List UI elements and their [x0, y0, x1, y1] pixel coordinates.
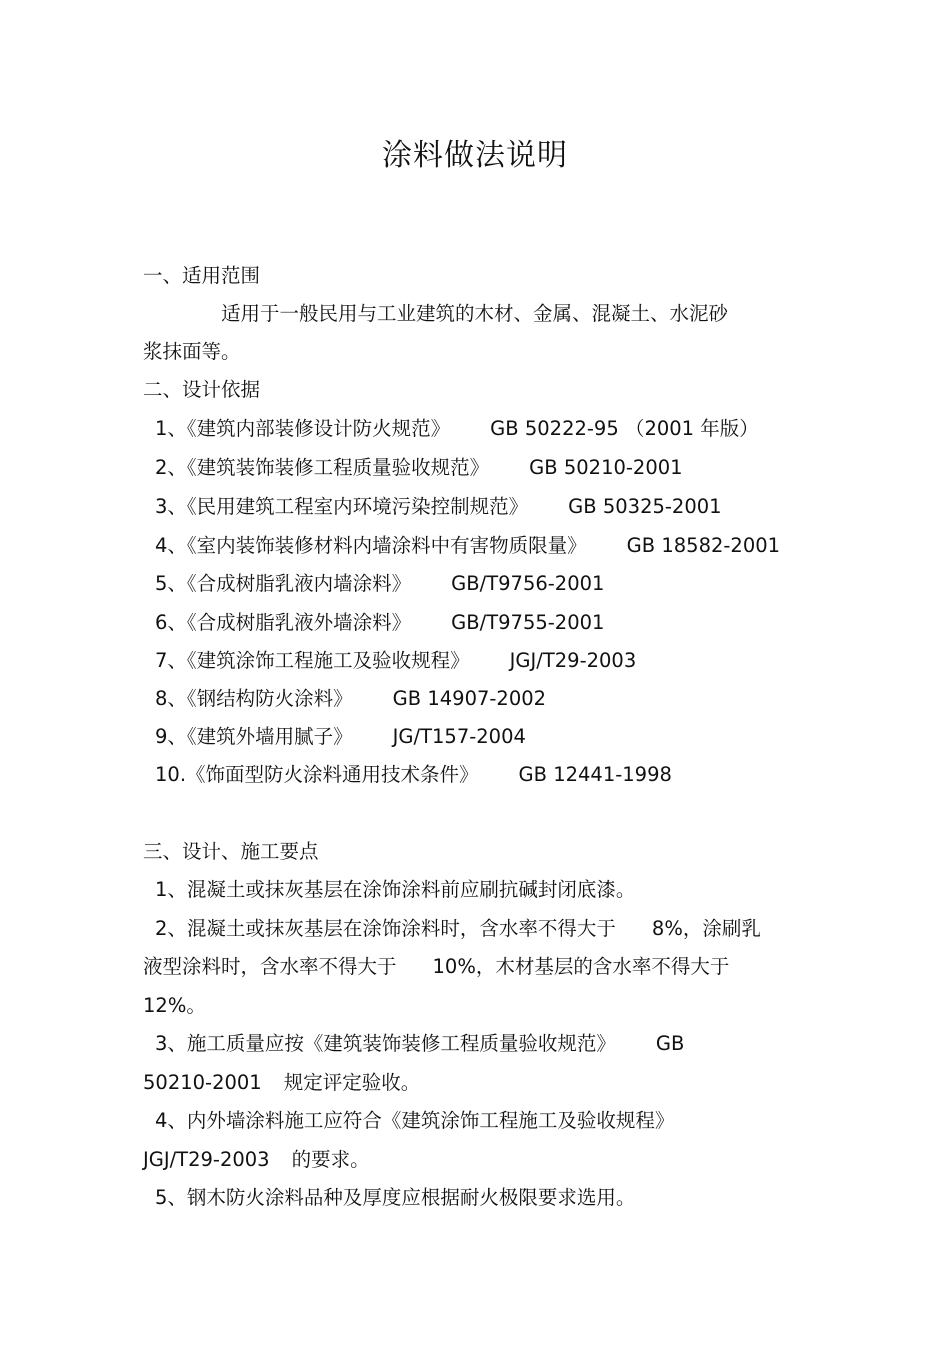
standard-item [155, 414, 759, 444]
standard-code: GB 50222-95 （2001 年版） [490, 417, 759, 440]
point-3-code: 50210-2001 [143, 1071, 262, 1094]
standard-item [155, 492, 722, 522]
point-5: 5、钢木防火涂料品种及厚度应根据耐火极限要求选用。 [155, 1186, 636, 1209]
standard-name: 2、《建筑装饰装修工程质量验收规范》 [155, 456, 490, 479]
standard-name: 3、《民用建筑工程室内环境污染控制规范》 [155, 495, 529, 518]
standard-code: GB/T9756-2001 [451, 572, 605, 595]
point-4-line1: 4、内外墙涂料施工应符合《建筑涂饰工程施工及验收规程》 [155, 1109, 675, 1132]
section3-heading: 三、设计、施工要点 [143, 840, 319, 863]
point-4-text: 的要求。 [291, 1148, 370, 1171]
point-2-line1 [155, 914, 761, 944]
standard-code: GB 18582-2001 [626, 534, 781, 557]
point-3-code: GB [655, 1032, 685, 1055]
section1-text-line1: 适用于一般民用与工业建筑的木材、金属、混凝土、水泥砂 [221, 302, 729, 325]
standard-item [155, 453, 683, 483]
standard-name: 5、《合成树脂乳液内墙涂料》 [155, 572, 412, 595]
point-2-text: 2、混凝土或抹灰基层在涂饰涂料时，含水率不得大于 [155, 917, 616, 940]
point-3-text: 规定评定验收。 [283, 1071, 421, 1094]
point-2-value: 8%，涂刷乳 [651, 917, 761, 940]
standard-item [155, 760, 672, 790]
standard-item [155, 722, 526, 752]
point-3-line1 [155, 1029, 684, 1059]
standard-name: 1、《建筑内部装修设计防火规范》 [155, 417, 451, 440]
standard-code: GB 12441-1998 [518, 763, 672, 786]
point-3-text: 3、施工质量应按《建筑装饰装修工程质量验收规范》 [155, 1032, 616, 1055]
standard-name: 7、《建筑涂饰工程施工及验收规程》 [155, 649, 470, 672]
standard-item [155, 531, 780, 561]
standard-name: 8、《钢结构防火涂料》 [155, 687, 353, 710]
standard-code: GB 50210-2001 [529, 456, 683, 479]
standard-item [155, 646, 636, 676]
point-2-text: 液型涂料时，含水率不得大于 [143, 955, 397, 978]
standard-name: 6、《合成树脂乳液外墙涂料》 [155, 611, 412, 634]
section2-heading: 二、设计依据 [143, 378, 261, 401]
standard-code: JG/T157-2004 [392, 725, 526, 748]
standard-item [155, 684, 546, 714]
standard-item [155, 569, 604, 599]
standard-code: JGJ/T29-2003 [509, 649, 637, 672]
standard-name: 4、《室内装饰装修材料内墙涂料中有害物质限量》 [155, 534, 587, 557]
document-title: 涂料做法说明 [382, 138, 568, 173]
point-2-value: 10%，木材基层的含水率不得大于 [432, 955, 730, 978]
standard-code: GB 14907-2002 [392, 687, 547, 710]
standard-item [155, 608, 604, 638]
standard-code: GB 50325-2001 [568, 495, 722, 518]
point-4-line2 [143, 1145, 370, 1175]
section1-heading: 一、适用范围 [143, 264, 261, 287]
point-3-line2 [143, 1068, 420, 1098]
standard-code: GB/T9755-2001 [451, 611, 605, 634]
standard-name: 10.《饰面型防火涂料通用技术条件》 [155, 763, 479, 786]
point-2-line3: 12%。 [143, 994, 206, 1017]
section1-text-line2: 浆抹面等。 [143, 340, 241, 363]
point-1: 1、混凝土或抹灰基层在涂饰涂料前应刷抗碱封闭底漆。 [155, 878, 636, 901]
point-2-line2 [143, 952, 729, 982]
point-4-code: JGJ/T29-2003 [143, 1148, 270, 1171]
standard-name: 9、《建筑外墙用腻子》 [155, 725, 353, 748]
